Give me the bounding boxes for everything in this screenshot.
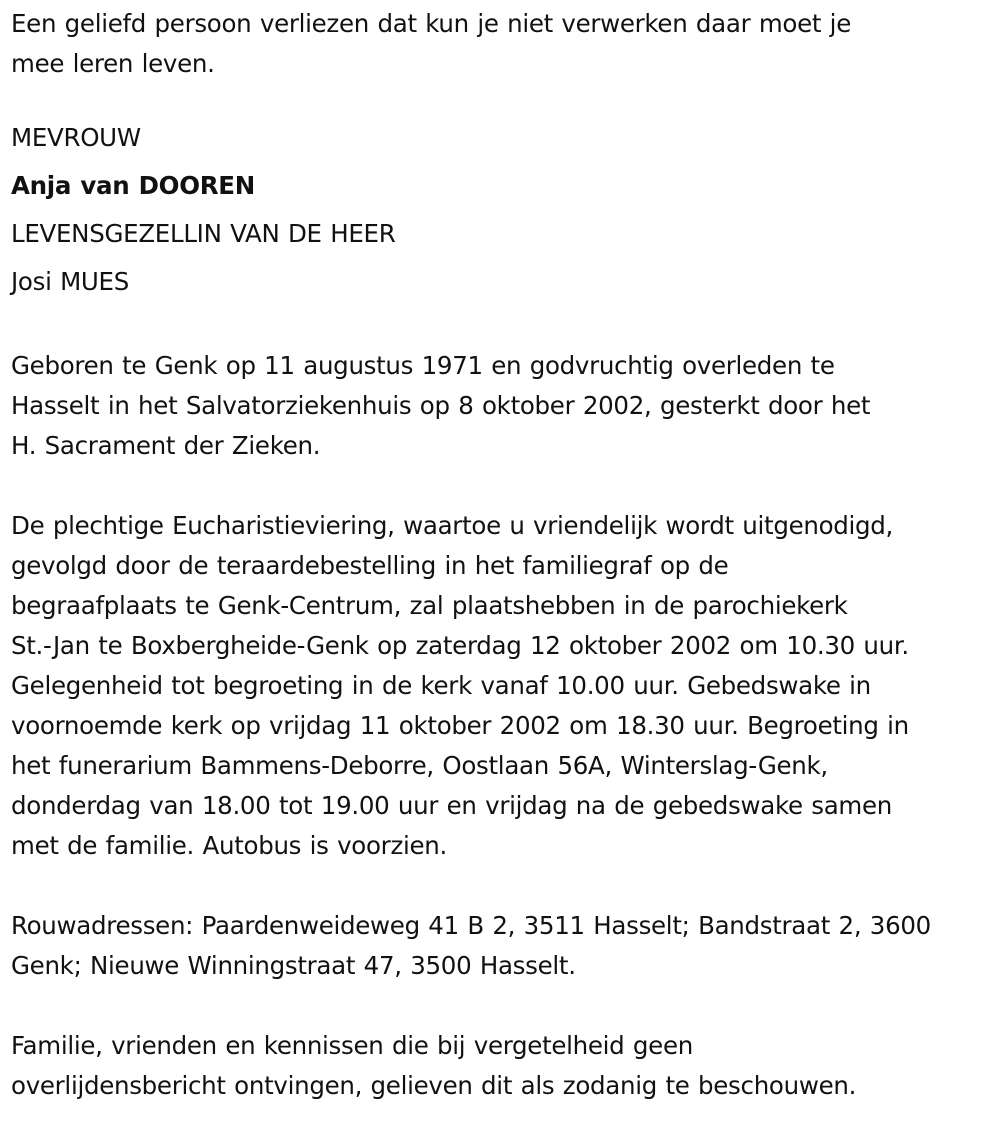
paragraph-line: Gelegenheid tot begroeting in de kerk vanaf 10.00 uur. Gebedswake in	[11, 671, 871, 700]
paragraph-line: met de familie. Autobus is voorzien.	[11, 831, 448, 860]
relation: LEVENSGEZELLIN VAN DE HEER	[11, 219, 396, 248]
spacer	[11, 306, 996, 346]
deceased-name: Anja van DOOREN	[11, 171, 255, 200]
birth-death-paragraph	[11, 346, 996, 466]
paragraph-line: Geboren te Genk op 11 augustus 1971 en godvruchtig overleden te	[11, 351, 835, 380]
paragraph-line: het funerarium Bammens-Deborre, Oostlaan 56A, Winterslag-Genk,	[11, 751, 828, 780]
spacer	[11, 986, 996, 1026]
quote-line: Een geliefd persoon verliezen dat kun je niet verwerken daar moet je	[11, 9, 851, 38]
opening-quote	[11, 4, 996, 84]
paragraph-line: De plechtige Eucharistieviering, waartoe u vriendelijk wordt uitgenodigd,	[11, 511, 894, 540]
spacer	[11, 84, 996, 116]
deceased-block	[11, 114, 996, 306]
paragraph-line: Familie, vrienden en kennissen die bij vergetelheid geen	[11, 1031, 693, 1060]
quote-line: mee leren leven.	[11, 49, 215, 78]
paragraph-line: donderdag van 18.00 tot 19.00 uur en vrijdag na de gebedswake samen	[11, 791, 892, 820]
paragraph-line: voornoemde kerk op vrijdag 11 oktober 2002 om 18.30 uur. Begroeting in	[11, 711, 909, 740]
paragraph-line: Hasselt in het Salvatorziekenhuis op 8 oktober 2002, gesterkt door het	[11, 391, 871, 420]
paragraph-line: H. Sacrament der Zieken.	[11, 431, 321, 460]
paragraph-line: St.-Jan te Boxbergheide-Genk op zaterdag 12 oktober 2002 om 10.30 uur.	[11, 631, 909, 660]
obituary-document	[11, 4, 996, 1106]
honorific: MEVROUW	[11, 123, 141, 152]
ceremony-paragraph	[11, 506, 996, 866]
paragraph-line: Genk; Nieuwe Winningstraat 47, 3500 Hasselt.	[11, 951, 576, 980]
spacer	[11, 866, 996, 906]
paragraph-line: gevolgd door de teraardebestelling in het familiegraf op de	[11, 551, 729, 580]
paragraph-line: begraafplaats te Genk-Centrum, zal plaatshebben in de parochiekerk	[11, 591, 848, 620]
partner-name: Josi MUES	[11, 267, 129, 296]
paragraph-line: Rouwadressen: Paardenweideweg 41 B 2, 3511 Hasselt; Bandstraat 2, 3600	[11, 911, 931, 940]
closing-paragraph	[11, 1026, 996, 1106]
paragraph-line: overlijdensbericht ontvingen, gelieven dit als zodanig te beschouwen.	[11, 1071, 857, 1100]
spacer	[11, 466, 996, 506]
addresses-paragraph	[11, 906, 996, 986]
